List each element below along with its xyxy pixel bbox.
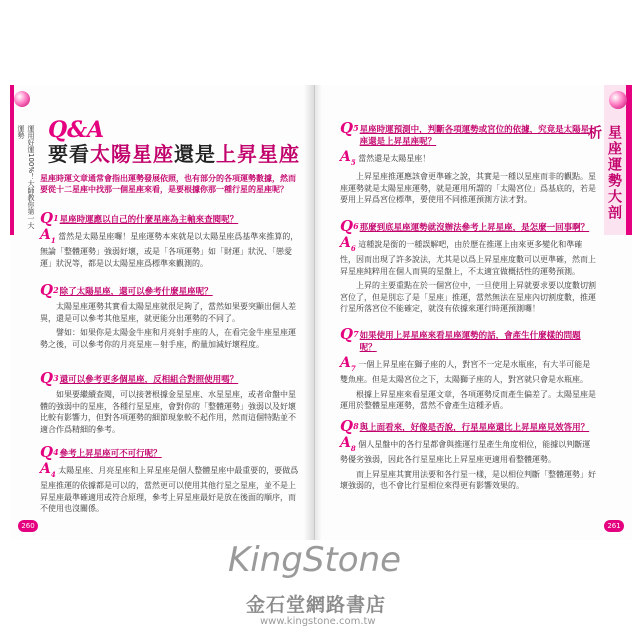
question-block-4 — [40, 445, 302, 515]
answer-paragraph: 如果要繼續查閱，可以接著根據金星星座、水星星座，或者命盤中星體的強弱中的星座，各種行星星座，會對你的「整體運勢」強弱以及好壞比較有影響力，但對各項運勢的細節現象較不起作用，然而這個特點並不適合作爲精細的參考。 — [40, 390, 296, 434]
answer-paragraph: 太陽星座運勢其實看太陽星座就很足夠了，當然如果要突顯出個人差異，還是可以參考其他星座，就更能分出運勢的不同了。 — [40, 302, 296, 323]
answer-text: $A_5$ 當然還是太陽星座！ — [340, 149, 431, 167]
side-stripe — [10, 85, 14, 235]
question-text: 除了太陽星座，還可以參考什麼星座呢？ — [59, 287, 213, 297]
q-mark: Q4 — [40, 443, 59, 461]
answer-paragraph: 上昇的主要重點在於一個宮位中，一旦使用上昇就要求要以度數切割宮位了，但是別忘了是「星座」推運，當然無法在星座內切割度數，推運行星所落宮位不能確定，就沒有依據來運行時運預測囉！ — [340, 281, 596, 314]
side-tab-text: 運用好運100%！大師教你第一大運勢 — [17, 125, 35, 230]
right-page — [316, 85, 632, 540]
answer-text: $A_6$ 這種說是銜的一種誤解吧，由於歷在推運上由來更多變化和準確性，因而出現了許多說法，尤其是以爲上昇星座度數可以更準確，然而上昇星座純粹用在個人而異的星盤上，不太適宜做概括性的運勢預測。 — [340, 235, 596, 276]
intro-text: 星座時運文章通常會指出運勢發展依照，也有部分的各項運勢數據，然而要從十二星座中找那一個星座來看，是要根據你那一種行星的星座呢？ — [40, 174, 296, 194]
side-title: 星座運勢大剖析 — [586, 125, 622, 221]
page-number: 261 — [604, 520, 624, 532]
section-title — [48, 119, 300, 167]
question-block-3 — [40, 371, 302, 435]
right-side-tab — [586, 85, 632, 235]
watermark-store-name: 金石堂網路書店 — [246, 594, 387, 616]
question-text: 那麼到底星座運勢就沒辦法參考上昇星座，是怎麼一回事啊？ — [359, 223, 590, 233]
watermark-url: www.kingstone.com.tw — [260, 616, 376, 627]
q-mark: Q6 — [340, 217, 359, 235]
side-stripe — [626, 85, 632, 235]
q-mark: Q7 — [340, 325, 359, 343]
answer-text: $A_7$ 一個上昇星座在獅子座的人，對宮不一定是水瓶座，有大半可能是雙魚座。但是太陽宮位之下，太陽獅子座的人，對宮就只會是水瓶座。 — [340, 355, 591, 385]
page-title: 要看太陽星座還是上昇星座 — [48, 142, 300, 166]
answer-paragraph: 上昇星座推運應該會更準確之說，其實是一種以星座而非的觀點。星座運勢就是太陽星座運勢，就是運用所謂的「太陽宮位」爲基底的，若是要用上昇爲宮位標準，要使用不同推運預測方法才對。 — [340, 172, 596, 205]
answer-text: $A_1$ 當然是太陽星座囉！星座運勢本來就是以太陽星座爲基準來推算的，無論「整體運勢」強弱好壞，或是「各項運勢」如「財運」狀況、「戀愛運」狀況等，都是以太陽星座爲標準來觀測的。 — [40, 227, 299, 268]
answer-paragraph: 而上昇星座其實用法要和各行星一樣，是以相位判斷「整體運勢」好壞強弱的，也不會比行星相位來得更有影響效果的。 — [340, 469, 596, 491]
gutter-shadow — [304, 85, 322, 540]
question-block-7 — [340, 327, 596, 412]
q-mark: Q5 — [340, 119, 359, 137]
question-text: 如果使用上昇星座來看星座運勢的話，會產生什麼樣的問題呢？ — [359, 331, 581, 353]
left-page — [10, 85, 315, 540]
question-text: 還可以參考更多個星座，反相組合對照使用嗎？ — [59, 375, 239, 385]
answer-paragraph: 譬如：如果你是太陽金牛座和月亮射手座的人，在看完金牛座星座運勢之後，可以參考你的月亮星座－射手座，酌量加減好壞程度。 — [40, 328, 296, 349]
q-mark: Q3 — [40, 369, 59, 387]
question-block-6 — [340, 219, 596, 315]
page-number: 260 — [18, 520, 38, 532]
left-side-tab — [10, 85, 34, 235]
q-mark: Q8 — [340, 417, 359, 435]
q-mark: Q2 — [40, 281, 59, 299]
question-text: 與上面看來，好像是否說，行星星座還比上昇星座見效答用？ — [359, 423, 590, 433]
qa-label: Q&A — [48, 117, 105, 143]
answer-text: $A_8$ 個人星盤中的各行星都會與推運行星產生角度相位，能據以判斷運勢優劣強弱，因此各行星星座比上昇星座更適用看整體運勢。 — [340, 435, 591, 465]
question-block-8 — [340, 419, 596, 492]
question-block-2 — [40, 283, 302, 350]
question-block-5 — [340, 121, 596, 206]
question-text: 參考上昇星座可不可行呢？ — [59, 449, 162, 459]
question-text: 星座時運應以自己的什麼星座為主軸來查閱呢？ — [59, 215, 239, 225]
crystal-ball-icon — [609, 91, 627, 109]
answer-text: $A_4$ 太陽星座、月亮星座和上昇星座是個人整體星座中最重要的，要做爲星座推運的依據都是可以的，當然更可以使用其他行星之星座，並不是上昇星座最準確適用或符合原理，參考上昇星座最好是放在後面的順序，而不使用也沒關係。 — [40, 461, 299, 514]
crystal-ball-icon — [14, 91, 30, 107]
question-block-1 — [40, 211, 302, 269]
answer-paragraph: 根據上昇星座來看星運文章，各項運勢反而產生偏差了。太陽星座是運用於整體星座運勢，當然不會產生這種矛盾。 — [340, 389, 596, 411]
question-text: 星座時運預測中，判斷各項運勢或宮位的依據，究竟是太陽星座還是上昇星座呢？ — [359, 125, 590, 147]
watermark-logo: KingStone — [228, 540, 402, 580]
q-mark: Q1 — [40, 209, 59, 227]
